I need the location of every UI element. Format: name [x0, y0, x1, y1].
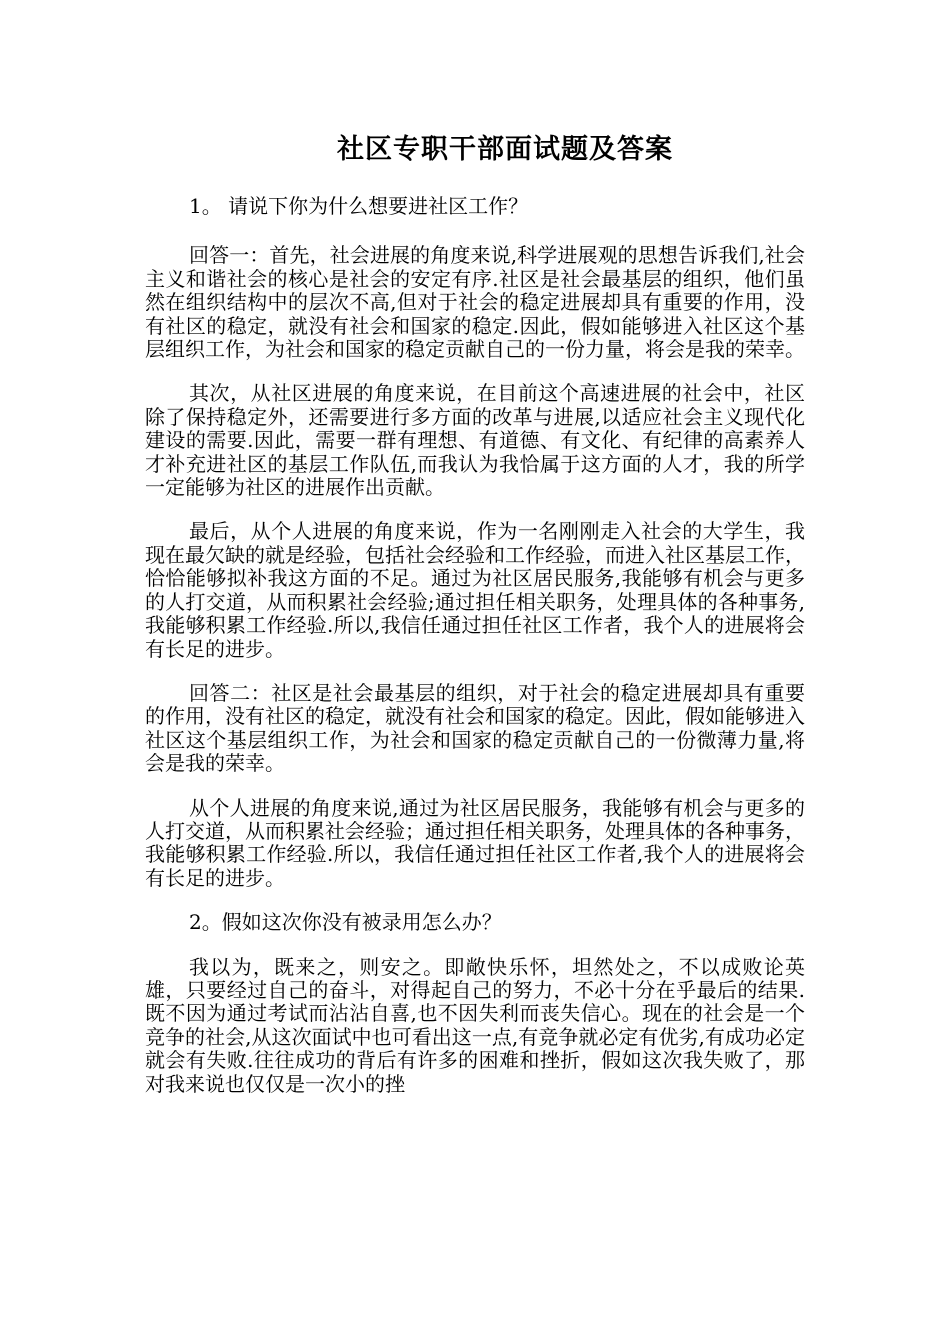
page-title: 社区专职干部面试题及答案 [337, 134, 673, 165]
answer-1-paragraph-2: 其次，从社区进展的角度来说，在目前这个高速进展的社会中，社区除了保持稳定外，还需要进行多方面的改革与进展,以适应社会主义现代化建设的需要.因此，需要一群有理想、有道德、有文化、有纪律的高素养人才补充进社区的基层工作队伍,而我认为我恰属于这方面的人才，我的所学一定能够为社区的进展作出贡献。 [145, 381, 805, 500]
answer-2-paragraph-1: 回答二：社区是社会最基层的组织，对于社会的稳定进展却具有重要的作用，没有社区的稳定，就没有社会和国家的稳定。因此，假如能够进入社区这个基层组织工作，为社会和国家的稳定贡献自己的一份微薄力量,将会是我的荣幸。 [145, 680, 805, 776]
question-2: 2。假如这次你没有被录用怎么办？ [189, 910, 502, 935]
answer-question-2: 我以为，既来之，则安之。即敞快乐怀，坦然处之，不以成败论英雄，只要经过自己的奋斗，对得起自己的努力，不必十分在乎最后的结果.既不因为通过考试而沾沾自喜,也不因失利而丧失信心。现在的社会是一个竞争的社会,从这次面试中也可看出这一点,有竞争就必定有优劣,有成功必定就会有失败.往往成功的背后有许多的困难和挫折，假如这次我失败了，那对我来说也仅仅是一次小的挫 [145, 954, 805, 1096]
answer-1-paragraph-1: 回答一：首先，社会进展的角度来说,科学进展观的思想告诉我们,社会主义和谐社会的核心是社会的安定有序.社区是社会最基层的组织，他们虽然在组织结构中的层次不高,但对于社会的稳定进展却具有重要的作用，没有社区的稳定，就没有社会和国家的稳定.因此，假如能够进入社区这个基层组织工作，为社会和国家的稳定贡献自己的一份力量，将会是我的荣幸。 [145, 243, 805, 362]
answer-1-paragraph-3: 最后，从个人进展的角度来说，作为一名刚刚走入社会的大学生，我现在最欠缺的就是经验，包括社会经验和工作经验，而进入社区基层工作，恰恰能够拟补我这方面的不足。通过为社区居民服务,我能够有机会与更多的人打交道，从而积累社会经验;通过担任相关职务，处理具体的各种事务,我能够积累工作经验.所以,我信任通过担任社区工作者，我个人的进展将会有长足的进步。 [145, 519, 805, 661]
question-1: 1。 请说下你为什么想要进社区工作？ [189, 194, 529, 218]
document-body [145, 195, 805, 1117]
answer-2-paragraph-2: 从个人进展的角度来说,通过为社区居民服务，我能够有机会与更多的人打交道，从而积累社会经验；通过担任相关职务，处理具体的各种事务，我能够积累工作经验.所以，我信任通过担任社区工作者,我个人的进展将会有长足的进步。 [145, 795, 805, 890]
